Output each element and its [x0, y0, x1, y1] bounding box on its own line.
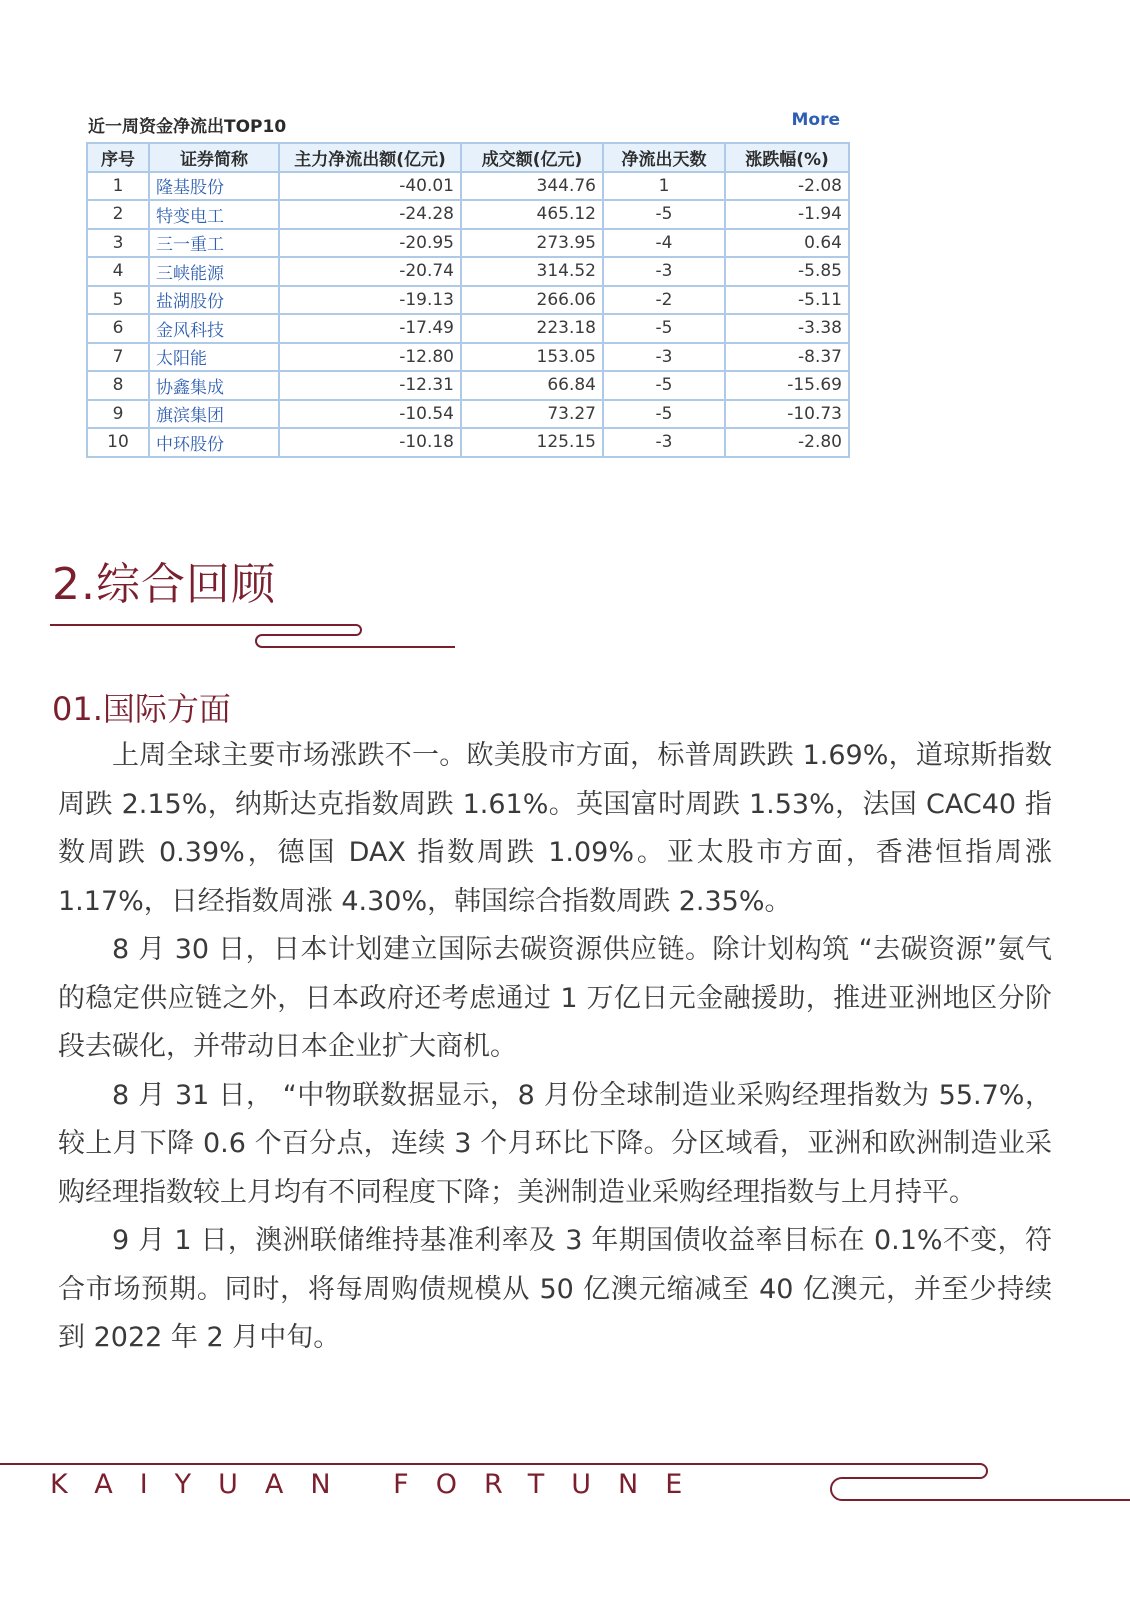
cell-outflow-days: -5 — [603, 371, 725, 400]
cell-change-pct: -1.94 — [725, 200, 849, 229]
stock-name-link[interactable]: 三一重工 — [149, 229, 279, 258]
cell-turnover: 66.84 — [461, 371, 603, 400]
table-row — [87, 172, 849, 201]
table-row — [87, 229, 849, 258]
net-outflow-widget — [86, 108, 848, 458]
cell-turnover: 266.06 — [461, 286, 603, 315]
cell-change-pct: -2.08 — [725, 172, 849, 201]
widget-title: 近一周资金净流出TOP10 — [88, 117, 287, 137]
cell-change-pct: -15.69 — [725, 371, 849, 400]
cell-turnover: 465.12 — [461, 200, 603, 229]
cell-net-outflow: -12.31 — [279, 371, 461, 400]
cell-change-pct: -8.37 — [725, 343, 849, 372]
cell-net-outflow: -24.28 — [279, 200, 461, 229]
cell-turnover: 153.05 — [461, 343, 603, 372]
stock-name-link[interactable]: 太阳能 — [149, 343, 279, 372]
table-row — [87, 314, 849, 343]
col-header-outflow-days: 净流出天数 — [603, 143, 725, 172]
table-row — [87, 371, 849, 400]
paragraph: 上周全球主要市场涨跌不一。欧美股市方面，标普周跌跌 1.69%，道琼斯指数周跌 2.15%，纳斯达克指数周跌 1.61%。英国富时周跌 1.53%，法国 CAC40 指数周跌 0.39%，德国 DAX 指数周跌 1.09%。亚太股市方面，香港恒指周涨 1.17%，日经指数周涨 4.30%，韩国综合指数周跌 2.35%。 — [58, 740, 1052, 917]
col-header-change-pct: 涨跌幅(%) — [725, 143, 849, 172]
stock-name-link[interactable]: 特变电工 — [149, 200, 279, 229]
col-header-index: 序号 — [87, 143, 149, 172]
cell-index: 10 — [87, 428, 149, 457]
stock-name-link[interactable]: 旗滨集团 — [149, 400, 279, 429]
body-text — [58, 732, 1052, 1363]
stock-name-link[interactable]: 金风科技 — [149, 314, 279, 343]
table-row — [87, 200, 849, 229]
cell-change-pct: -2.80 — [725, 428, 849, 457]
table-row — [87, 343, 849, 372]
stock-name-link[interactable]: 隆基股份 — [149, 172, 279, 201]
stock-name-link[interactable]: 三峡能源 — [149, 257, 279, 286]
cell-index: 8 — [87, 371, 149, 400]
cell-net-outflow: -12.80 — [279, 343, 461, 372]
cell-outflow-days: -5 — [603, 314, 725, 343]
cell-outflow-days: -3 — [603, 428, 725, 457]
col-header-name: 证券简称 — [149, 143, 279, 172]
cell-outflow-days: -3 — [603, 257, 725, 286]
col-header-net-outflow: 主力净流出额(亿元) — [279, 143, 461, 172]
more-link[interactable]: More — [791, 110, 840, 130]
table-row — [87, 400, 849, 429]
table-header-row — [87, 143, 849, 172]
net-outflow-table — [86, 142, 850, 458]
section-divider — [50, 616, 460, 656]
cell-change-pct: -3.38 — [725, 314, 849, 343]
cell-outflow-days: -4 — [603, 229, 725, 258]
cell-turnover: 73.27 — [461, 400, 603, 429]
cell-index: 3 — [87, 229, 149, 258]
paragraph: 8 月 31 日， “中物联数据显示，8 月份全球制造业采购经理指数为 55.7%，较上月下降 0.6 个百分点，连续 3 个月环比下降。分区域看，亚洲和欧洲制造业采购经理指数较上月均有不同程度下降；美洲制造业采购经理指数与上月持平。 — [58, 1079, 1052, 1208]
cell-turnover: 273.95 — [461, 229, 603, 258]
cell-turnover: 314.52 — [461, 257, 603, 286]
cell-change-pct: -10.73 — [725, 400, 849, 429]
cell-index: 7 — [87, 343, 149, 372]
section-title: 2.综合回顾 — [52, 559, 276, 610]
cell-change-pct: 0.64 — [725, 229, 849, 258]
paragraph: 9 月 1 日，澳洲联储维持基准利率及 3 年期国债收益率目标在 0.1%不变，符合市场预期。同时，将每周购债规模从 50 亿澳元缩减至 40 亿澳元，并至少持续到 2022 年 2 月中旬。 — [58, 1225, 1052, 1353]
cell-net-outflow: -40.01 — [279, 172, 461, 201]
cell-outflow-days: -2 — [603, 286, 725, 315]
col-header-turnover: 成交额(亿元) — [461, 143, 603, 172]
cell-turnover: 125.15 — [461, 428, 603, 457]
cell-net-outflow: -17.49 — [279, 314, 461, 343]
cell-outflow-days: -5 — [603, 200, 725, 229]
cell-net-outflow: -20.74 — [279, 257, 461, 286]
cell-change-pct: -5.85 — [725, 257, 849, 286]
cell-change-pct: -5.11 — [725, 286, 849, 315]
cell-turnover: 344.76 — [461, 172, 603, 201]
cell-net-outflow: -19.13 — [279, 286, 461, 315]
cell-net-outflow: -20.95 — [279, 229, 461, 258]
cell-index: 4 — [87, 257, 149, 286]
stock-name-link[interactable]: 中环股份 — [149, 428, 279, 457]
cell-outflow-days: 1 — [603, 172, 725, 201]
table-body — [87, 172, 849, 457]
cell-index: 9 — [87, 400, 149, 429]
table-row — [87, 428, 849, 457]
cell-net-outflow: -10.18 — [279, 428, 461, 457]
paragraph: 8 月 30 日，日本计划建立国际去碳资源供应链。除计划构筑 “去碳资源”氨气的稳定供应链之外，日本政府还考虑通过 1 万亿日元金融援助，推进亚洲地区分阶段去碳化，并带动日本企业扩大商机。 — [58, 934, 1052, 1062]
cell-turnover: 223.18 — [461, 314, 603, 343]
table-row — [87, 286, 849, 315]
cell-index: 1 — [87, 172, 149, 201]
subsection-title: 01.国际方面 — [52, 690, 231, 728]
stock-name-link[interactable]: 盐湖股份 — [149, 286, 279, 315]
cell-net-outflow: -10.54 — [279, 400, 461, 429]
cell-outflow-days: -3 — [603, 343, 725, 372]
stock-name-link[interactable]: 协鑫集成 — [149, 371, 279, 400]
footer-brand: KAIYUAN FORTUNE — [50, 1469, 710, 1500]
cell-outflow-days: -5 — [603, 400, 725, 429]
widget-header — [86, 108, 848, 142]
table-row — [87, 257, 849, 286]
cell-index: 5 — [87, 286, 149, 315]
cell-index: 2 — [87, 200, 149, 229]
cell-index: 6 — [87, 314, 149, 343]
